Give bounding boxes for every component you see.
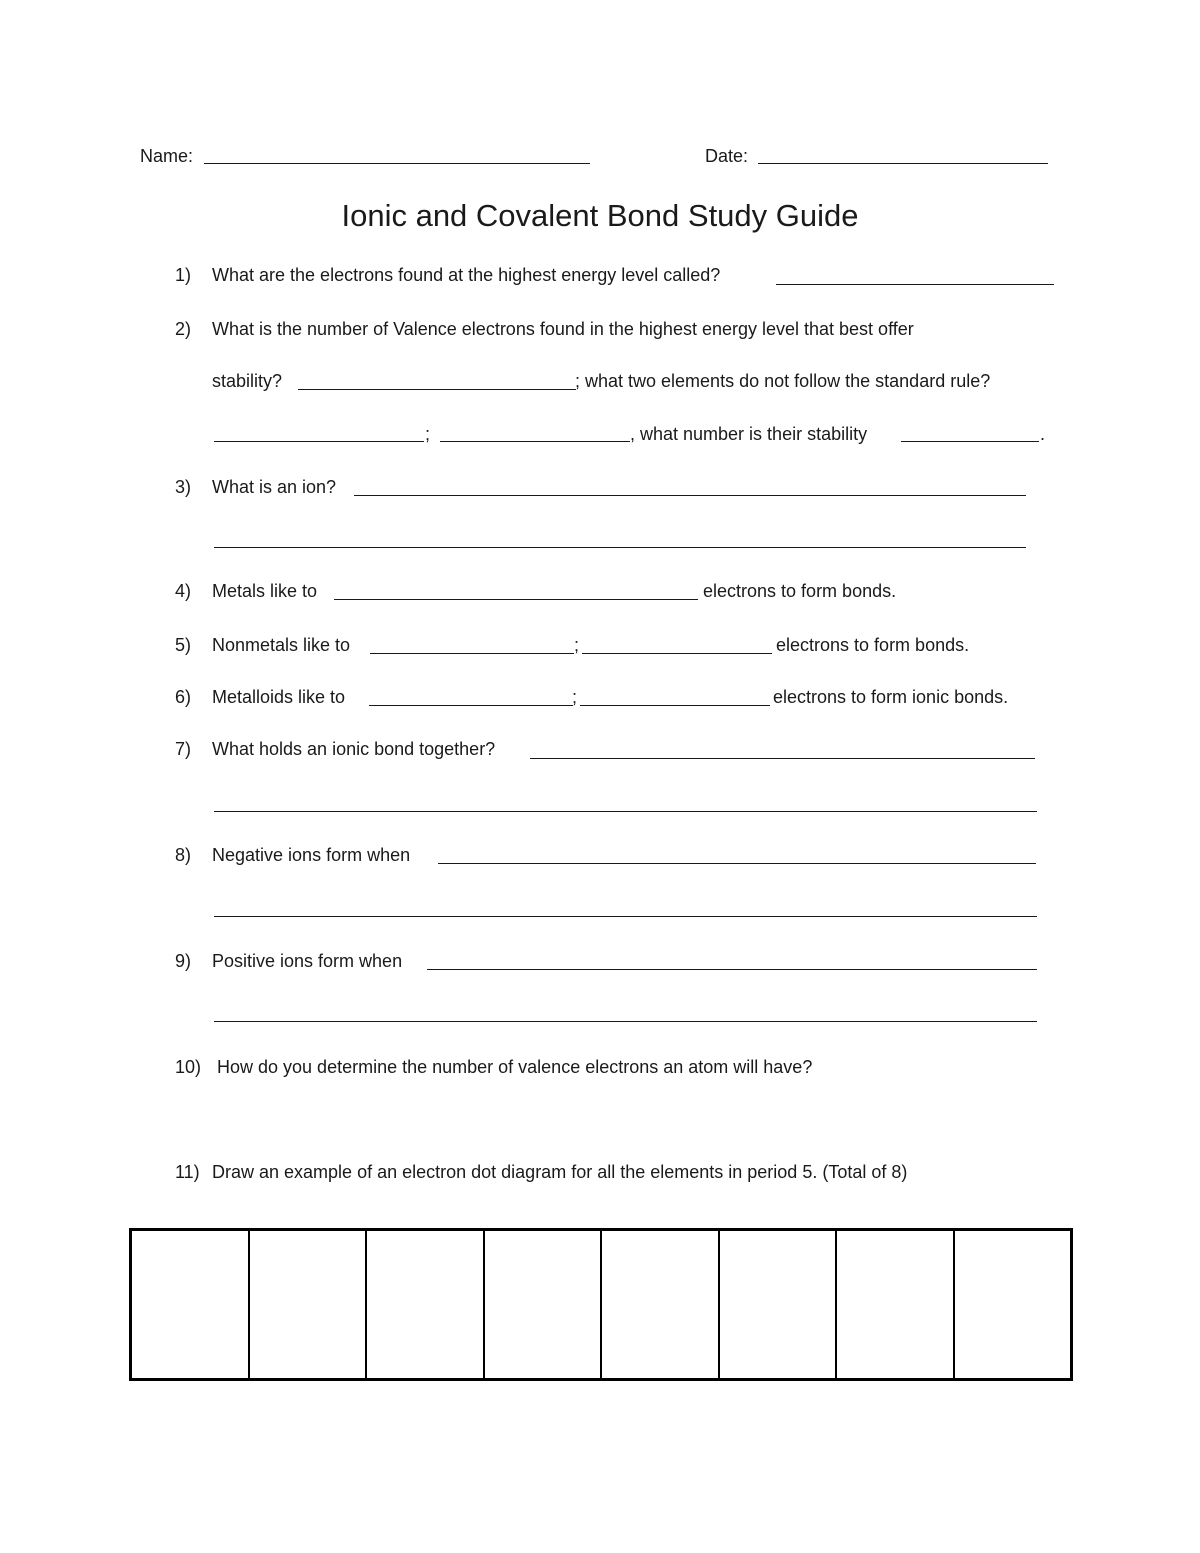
question-6-answer-1[interactable] — [369, 705, 573, 706]
diagram-cell[interactable] — [720, 1231, 838, 1378]
question-2-answer-element-2[interactable] — [440, 441, 630, 442]
diagram-cell[interactable] — [367, 1231, 485, 1378]
electron-dot-diagram-grid — [129, 1228, 1073, 1381]
question-2-answer-stability-number[interactable] — [901, 441, 1039, 442]
question-5-text-b: electrons to form bonds. — [776, 635, 970, 655]
question-11-text: Draw an example of an electron dot diagram for all the elements in period 5. (Total of 8) — [212, 1162, 908, 1182]
page-title: Ionic and Covalent Bond Study Guide — [341, 198, 859, 233]
question-8-text: Negative ions form when — [212, 845, 411, 865]
question-number: 2) — [175, 319, 192, 339]
question-number: 4) — [175, 581, 192, 601]
question-number: 11) — [175, 1162, 200, 1182]
question-number: 5) — [175, 635, 192, 655]
question-2-answer-element-1[interactable] — [214, 441, 424, 442]
question-1-answer[interactable] — [776, 284, 1054, 285]
diagram-cell[interactable] — [837, 1231, 955, 1378]
diagram-cell[interactable] — [250, 1231, 368, 1378]
question-9-answer-line1[interactable] — [427, 969, 1037, 970]
question-3-text: What is an ion? — [212, 477, 337, 497]
question-8-answer-line1[interactable] — [438, 863, 1036, 864]
diagram-cell[interactable] — [602, 1231, 720, 1378]
question-number: 7) — [175, 739, 192, 759]
question-7-text: What holds an ionic bond together? — [212, 739, 496, 759]
question-10-text: How do you determine the number of valence electrons an atom will have? — [217, 1057, 813, 1077]
question-2-text-line2a: stability? — [212, 371, 283, 391]
question-2-text-line1: What is the number of Valence electrons found in the highest energy level that best offer — [212, 319, 914, 339]
diagram-cell[interactable] — [955, 1231, 1071, 1378]
question-7-answer-line2[interactable] — [214, 811, 1037, 812]
name-label: Name: — [140, 146, 194, 166]
question-4-answer[interactable] — [334, 599, 698, 600]
question-number: 3) — [175, 477, 192, 497]
question-7-answer-line1[interactable] — [530, 758, 1035, 759]
question-2-answer-stability[interactable] — [298, 389, 576, 390]
question-9-answer-line2[interactable] — [214, 1021, 1037, 1022]
date-field[interactable] — [758, 163, 1048, 164]
question-5-text-a: Nonmetals like to — [212, 635, 351, 655]
question-3-answer-line2[interactable] — [214, 547, 1026, 548]
question-5-answer-2[interactable] — [582, 653, 772, 654]
question-number: 8) — [175, 845, 192, 865]
date-label: Date: — [705, 146, 749, 166]
question-6-separator: ; — [572, 687, 578, 707]
question-number: 1) — [175, 265, 192, 285]
question-number: 9) — [175, 951, 192, 971]
question-1-text: What are the electrons found at the highest energy level called? — [212, 265, 721, 285]
question-4-text-a: Metals like to — [212, 581, 318, 601]
question-2-text-line3b: , what number is their stability — [630, 424, 868, 444]
question-6-text-b: electrons to form ionic bonds. — [773, 687, 1009, 707]
question-8-answer-line2[interactable] — [214, 916, 1037, 917]
diagram-cell[interactable] — [485, 1231, 603, 1378]
question-2-period: . — [1040, 424, 1046, 444]
question-9-text: Positive ions form when — [212, 951, 403, 971]
question-5-answer-1[interactable] — [370, 653, 574, 654]
question-2-separator: ; — [425, 424, 431, 444]
name-field[interactable] — [204, 163, 590, 164]
question-4-text-b: electrons to form bonds. — [703, 581, 897, 601]
question-2-text-line2b: ; what two elements do not follow the standard rule? — [575, 371, 991, 391]
question-3-answer-line1[interactable] — [354, 495, 1026, 496]
question-6-answer-2[interactable] — [580, 705, 770, 706]
question-number: 6) — [175, 687, 192, 707]
question-5-separator: ; — [574, 635, 580, 655]
diagram-cell[interactable] — [132, 1231, 250, 1378]
question-6-text-a: Metalloids like to — [212, 687, 346, 707]
question-number: 10) — [175, 1057, 202, 1077]
